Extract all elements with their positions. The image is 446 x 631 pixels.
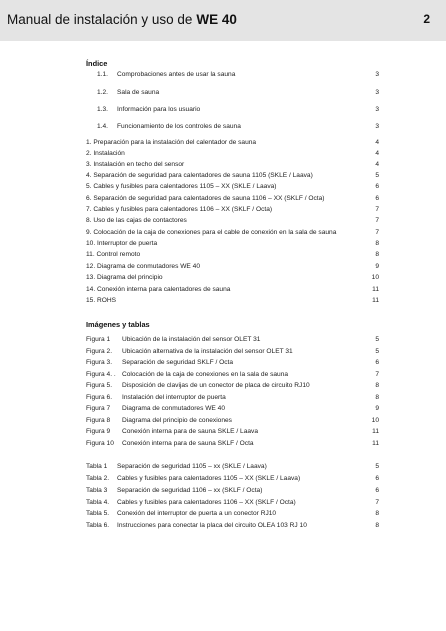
model-name: WE 40 — [196, 12, 237, 27]
table-page: 5 — [375, 463, 379, 470]
toc-page: 6 — [375, 195, 379, 202]
toc-subsection-row[interactable] — [0, 105, 446, 115]
toc-row[interactable] — [0, 285, 446, 295]
toc-page: 5 — [375, 172, 379, 179]
images-heading: Imágenes y tablas — [86, 320, 150, 329]
table-text: Instrucciones para conectar la placa del circuito OLEA 103 RJ 10 — [117, 522, 307, 529]
toc-text: 1. Preparación para la instalación del calentador de sauna — [86, 139, 257, 146]
figure-row[interactable] — [0, 427, 446, 437]
toc-page: 3 — [375, 71, 379, 78]
toc-text: 11. Control remoto — [86, 251, 141, 258]
table-text: Cables y fusibles para calentadores 1106 – XX (SKLF / Octa) — [117, 499, 296, 506]
figure-text: Diagrama del principio de conexiones — [122, 417, 232, 424]
table-page: 7 — [375, 499, 379, 506]
table-text: Separación de seguridad 1106 – xx (SKLF / Octa) — [117, 487, 263, 494]
figure-row[interactable] — [0, 439, 446, 449]
toc-page: 4 — [375, 161, 379, 168]
table-row[interactable] — [0, 498, 446, 508]
toc-text: 13. Diagrama del principio — [86, 274, 163, 281]
toc-page: 3 — [375, 123, 379, 130]
toc-text: Sala de sauna — [117, 89, 160, 96]
figure-label: Figura 5. — [86, 382, 113, 389]
toc-text: 10. Interruptor de puerta — [86, 240, 158, 247]
figure-page: 5 — [375, 348, 379, 355]
toc-text: 15. ROHS — [86, 297, 117, 304]
figure-row[interactable] — [0, 370, 446, 380]
table-row[interactable] — [0, 462, 446, 472]
figure-page: 8 — [375, 382, 379, 389]
table-text: Cables y fusibles para calentadores 1105 – XX (SKLE / Laava) — [117, 475, 301, 482]
toc-page: 3 — [375, 89, 379, 96]
table-page: 8 — [375, 510, 379, 517]
toc-text: Comprobaciones antes de usar la sauna — [117, 71, 236, 78]
toc-page: 10 — [371, 274, 379, 281]
toc-subsection-row[interactable] — [0, 122, 446, 132]
table-row[interactable] — [0, 521, 446, 531]
table-row[interactable] — [0, 486, 446, 496]
toc-number: 1.2. — [97, 89, 108, 96]
toc-text: 6. Separación de seguridad para calentadores de sauna 1106 – XX (SKLF / Octa) — [86, 195, 325, 202]
figure-text: Conexión interna para de sauna SKLE / Laava — [122, 428, 258, 435]
toc-row[interactable] — [0, 239, 446, 249]
figure-label: Figura 4. . — [86, 371, 116, 378]
figure-text: Colocación de la caja de conexiones en la sala de sauna — [122, 371, 289, 378]
document-title-text: Manual de instalación y uso de — [7, 12, 193, 27]
toc-page: 11 — [372, 297, 379, 304]
figure-page: 9 — [375, 405, 379, 412]
toc-text: 7. Cables y fusibles para calentadores 1106 – XX (SKLF / Octa) — [86, 206, 273, 213]
toc-row[interactable] — [0, 250, 446, 260]
figure-text: Ubicación alternativa de la instalación del sensor OLET 31 — [122, 348, 293, 355]
table-row[interactable] — [0, 509, 446, 519]
figure-label: Figura 7 — [86, 405, 111, 412]
document-title — [7, 12, 237, 27]
toc-page: 8 — [375, 251, 379, 258]
toc-row[interactable] — [0, 228, 446, 238]
toc-text: 9. Colocación de la caja de conexiones para el cable de conexión en la sala de sauna — [86, 229, 337, 236]
page-number: 2 — [423, 12, 430, 26]
toc-page: 8 — [375, 240, 379, 247]
toc-text: 2. Instalación — [86, 150, 125, 157]
index-heading: Índice — [86, 59, 108, 68]
toc-page: 6 — [375, 183, 379, 190]
figure-page: 11 — [372, 440, 379, 447]
figure-page: 8 — [375, 394, 379, 401]
figure-label: Figura 10 — [86, 440, 114, 447]
figure-text: Disposición de clavijas de un conector de placa de circuito RJ10 — [122, 382, 310, 389]
table-text: Separación de seguridad 1105 – xx (SKLE / Laava) — [117, 463, 267, 470]
table-label: Tabla 5. — [86, 510, 110, 517]
table-label: Tabla 1 — [86, 463, 108, 470]
figure-label: Figura 9 — [86, 428, 111, 435]
figure-text: Ubicación de la instalación del sensor OLET 31 — [122, 336, 261, 343]
toc-text: 12. Diagrama de conmutadores WE 40 — [86, 263, 200, 270]
table-label: Tabla 3 — [86, 487, 108, 494]
toc-number: 1.3. — [97, 106, 108, 113]
figure-row[interactable] — [0, 335, 446, 345]
toc-subsection-row[interactable] — [0, 70, 446, 80]
toc-text: Información para los usuario — [117, 106, 201, 113]
table-label: Tabla 4. — [86, 499, 110, 506]
table-label: Tabla 2. — [86, 475, 110, 482]
toc-row[interactable] — [0, 273, 446, 283]
figure-label: Figura 1 — [86, 336, 111, 343]
toc-page: 7 — [375, 229, 379, 236]
figure-page: 10 — [371, 417, 379, 424]
toc-page: 7 — [375, 217, 379, 224]
table-page: 6 — [375, 475, 379, 482]
figure-page: 5 — [375, 336, 379, 343]
figure-text: Conexión interna para de sauna SKLF / Octa — [122, 440, 254, 447]
toc-page: 7 — [375, 206, 379, 213]
toc-row[interactable] — [0, 262, 446, 272]
table-text: Conexión del interruptor de puerta a un conector RJ10 — [117, 510, 277, 517]
table-page: 8 — [375, 522, 379, 529]
toc-text: 14. Conexión interna para calentadores de sauna — [86, 286, 231, 293]
figure-row[interactable] — [0, 404, 446, 414]
figure-label: Figura 6. — [86, 394, 113, 401]
figure-page: 6 — [375, 359, 379, 366]
toc-row[interactable] — [0, 138, 446, 148]
toc-subsection-row[interactable] — [0, 88, 446, 98]
toc-row[interactable] — [0, 182, 446, 192]
page-header — [0, 0, 446, 41]
toc-row[interactable] — [0, 171, 446, 181]
toc-text: 8. Uso de las cajas de contactores — [86, 217, 187, 224]
toc-row[interactable] — [0, 216, 446, 226]
toc-page: 4 — [375, 139, 379, 146]
toc-row[interactable] — [0, 160, 446, 170]
figure-label: Figura 2. — [86, 348, 113, 355]
figure-row[interactable] — [0, 381, 446, 391]
toc-row[interactable] — [0, 296, 446, 306]
toc-number: 1.1. — [97, 71, 108, 78]
figure-text: Separación de seguridad SKLF / Octa — [122, 359, 234, 366]
toc-row[interactable] — [0, 194, 446, 204]
toc-page: 11 — [372, 286, 379, 293]
figure-page: 7 — [375, 371, 379, 378]
figure-row[interactable] — [0, 347, 446, 357]
toc-page: 4 — [375, 150, 379, 157]
figure-row[interactable] — [0, 358, 446, 368]
toc-row[interactable] — [0, 149, 446, 159]
figure-row[interactable] — [0, 416, 446, 426]
toc-row[interactable] — [0, 205, 446, 215]
figure-page: 11 — [372, 428, 379, 435]
table-page: 6 — [375, 487, 379, 494]
toc-text: 5. Cables y fusibles para calentadores 1105 – XX (SKLE / Laava) — [86, 183, 277, 190]
table-row[interactable] — [0, 474, 446, 484]
toc-text: Funcionamiento de los controles de sauna — [117, 123, 241, 130]
figure-text: Instalación del interruptor de puerta — [122, 394, 226, 401]
figure-label: Figura 8 — [86, 417, 111, 424]
table-label: Tabla 6. — [86, 522, 110, 529]
toc-page: 9 — [375, 263, 379, 270]
toc-page: 3 — [375, 106, 379, 113]
figure-text: Diagrama de conmutadores WE 40 — [122, 405, 225, 412]
toc-text: 3. Instalación en techo del sensor — [86, 161, 185, 168]
toc-number: 1.4. — [97, 123, 108, 130]
toc-text: 4. Separación de seguridad para calentadores de sauna 1105 (SKLE / Laava) — [86, 172, 313, 179]
figure-row[interactable] — [0, 393, 446, 403]
figure-label: Figura 3. — [86, 359, 113, 366]
